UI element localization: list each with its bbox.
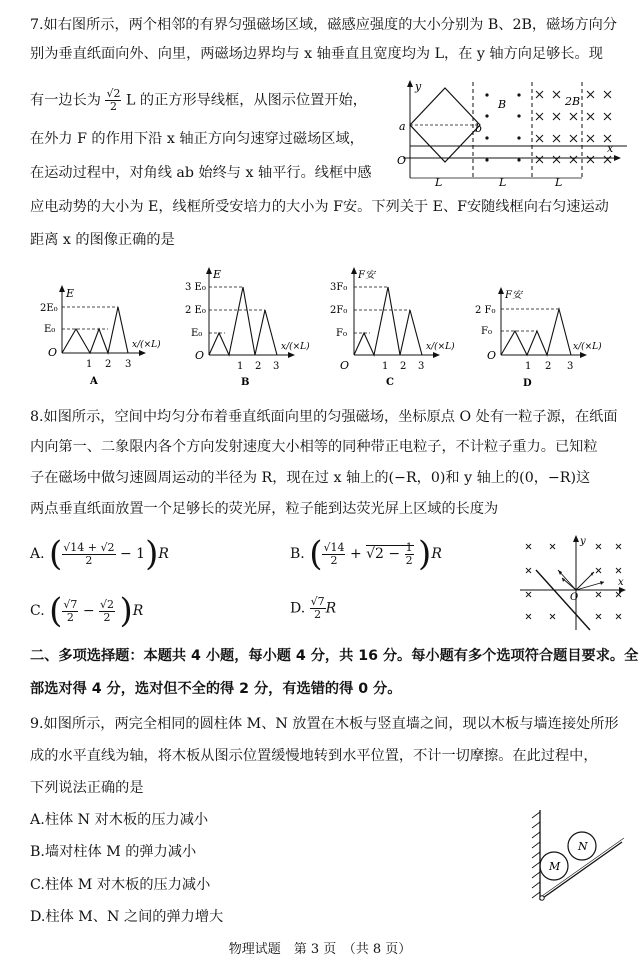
q8-option-b-label: B. (290, 546, 305, 562)
q7-fig-L3: L (555, 176, 563, 189)
q7-graph-b-letter: B (241, 377, 250, 388)
q7-graph-c-origin: O (340, 359, 350, 372)
q8-option-b[interactable]: B. ( $\frac{√14}{2}$ + √2 − $\frac{1}{2}$ )R (290, 534, 442, 574)
q7-graph-b-tick-3: 3 (273, 361, 280, 372)
q8-option-a-fraction: $\frac{√14 + √2}{2}$ (63, 540, 115, 567)
q8-line-4: 两点垂直纸面放置一个足够长的荧光屏，粒子能到达荧光屏上区域的长度为 (30, 501, 499, 517)
q7-line-3-b: L 的正方形导线框，从图示位置开始， (126, 92, 367, 109)
q7-graph-b-ylabel: E (213, 268, 222, 281)
q7-graph-d-tick-3: 3 (567, 361, 574, 372)
q8-option-c-label: C. (30, 603, 45, 619)
q9-figure (528, 808, 630, 904)
q7-graph-c-ylabel: F安 (358, 270, 375, 281)
q7-graph-c-tick-2: 2 (400, 361, 407, 372)
q7-fig-B: B (498, 98, 507, 111)
q8-option-d-fraction: $\frac{√7}{2}$ (310, 595, 325, 621)
q7-field-figure (395, 78, 627, 190)
q7-graph-a-xlabel: x/(×L) (132, 340, 161, 350)
q7-graph-c-letter: C (386, 377, 394, 388)
q8-option-a-r: R (158, 546, 169, 562)
q7-graph-a-tick-2e0: 2E₀ (40, 303, 58, 314)
q8-option-a-label: A. (30, 546, 45, 562)
q7-graph-b-tick-2e0: 2 E₀ (185, 305, 206, 316)
q8-option-a-tail: − 1 (119, 546, 146, 562)
q9-option-d[interactable]: D.柱体 M、N 之间的弹力增大 (30, 909, 224, 925)
q9-option-c[interactable]: C.柱体 M 对木板的压力减小 (30, 877, 211, 893)
q7-graph-c-tick-2f0: 2F₀ (330, 305, 348, 316)
q9-line-3: 下列说法正确的是 (30, 780, 144, 796)
q7-graph-c-xlabel: x/(×L) (426, 342, 455, 352)
q7-graph-d-tick-2f0: 2 F₀ (475, 305, 496, 316)
q7-fig-a: a (399, 120, 406, 133)
q7-graph-c (330, 265, 470, 390)
q8-option-c[interactable]: C. ( $\frac{√7}{2}$ − $\frac{√2}{2}$ )R (30, 591, 144, 631)
q7-graph-a-letter: A (90, 376, 98, 387)
q8-line-2: 内向第一、二象限内各个方向发射速度大小相等的同种带正电粒子，不计粒子重力。已知粒 (30, 439, 598, 455)
q7-line-7: 距离 x 的图像正确的是 (30, 232, 175, 248)
q8-figure (518, 532, 628, 632)
q7-line-1: 7.如右图所示，两个相邻的有界匀强磁场区域，磁感应强度的大小分别为 B、2B，磁场方向分 (30, 17, 618, 33)
q9-line-1: 9.如图所示，两完全相同的圆柱体 M、N 放置在木板与竖直墙之间，现以木板与墙连接处所形 (30, 716, 619, 732)
q8-fig-o: O (570, 592, 579, 603)
q7-graph-b (185, 265, 325, 390)
q7-fig-origin: O (397, 154, 407, 167)
q8-option-c-fraction-1: $\frac{√7}{2}$ (63, 597, 78, 624)
q8-line-1: 8.如图所示，空间中均匀分布着垂直纸面向里的匀强磁场，坐标原点 O 处有一粒子源，在纸面 (30, 409, 618, 425)
q7-graph-a-ylabel: E (66, 287, 75, 300)
q7-graph-b-tick-1: 1 (237, 361, 244, 372)
q8-fig-y: y (580, 536, 586, 547)
q7-line-3-a: 有一边长为 (30, 92, 101, 109)
section-2-line-1: 二、多项选择题：本题共 4 小题，每小题 4 分，共 16 分。每小题有多个选项符合题目要求。全 (30, 648, 639, 664)
q8-option-c-r: R (132, 603, 144, 619)
q7-graph-c-tick-1: 1 (382, 361, 389, 372)
q8-fig-x: x (618, 577, 624, 588)
q7-graph-d (475, 285, 625, 390)
q7-graph-d-xlabel: x/(×L) (573, 342, 602, 352)
q9-option-a[interactable]: A.柱体 N 对木板的压力减小 (30, 812, 209, 828)
q8-option-b-r: R (431, 546, 442, 562)
q7-graph-b-origin: O (195, 349, 205, 362)
q7-graph-a (40, 283, 178, 388)
section-2-line-2: 部选对得 4 分，选对但不全的得 2 分，有选错的得 0 分。 (30, 681, 402, 697)
q7-graph-d-ylabel: F安 (505, 290, 522, 301)
q9-line-2: 成的水平直线为轴，将木板从图示位置缓慢地转到水平位置，不计一切摩擦。在此过程中， (30, 748, 598, 764)
q7-line-3 (30, 88, 367, 113)
q8-option-c-minus: − (82, 603, 95, 619)
q7-graph-d-tick-2: 2 (545, 361, 552, 372)
q8-option-b-radical: √2 − $\frac{1}{2}$ (366, 540, 413, 567)
q7-graph-a-tick-3: 3 (125, 359, 132, 370)
q8-option-a[interactable]: A. ( $\frac{√14 + √2}{2}$ − 1)R (30, 534, 169, 574)
q7-fig-y-label: y (415, 80, 422, 93)
q7-graph-d-letter: D (523, 378, 532, 389)
q7-graph-a-tick-2: 2 (105, 359, 112, 370)
q9-fig-n: N (578, 840, 588, 853)
q7-graph-c-tick-f0: F₀ (336, 328, 347, 339)
q8-option-d-label: D. (290, 600, 306, 617)
q7-line-6: 应电动势的大小为 E，线框所受安培力的大小为 F安。下列关于 E、F安随线框向右匀速运动 (30, 199, 609, 215)
q7-graph-b-tick-3e0: 3 E₀ (185, 282, 206, 293)
q7-graph-b-tick-2: 2 (255, 361, 262, 372)
q7-fig-L1: L (435, 176, 443, 189)
q7-graph-a-tick-1: 1 (86, 359, 93, 370)
q7-graph-c-tick-3: 3 (418, 361, 425, 372)
q7-fig-x-label: x (607, 142, 614, 155)
q7-graph-d-tick-f0: F₀ (481, 326, 492, 337)
q7-fig-b: b (475, 122, 483, 135)
q7-graph-b-tick-e0: E₀ (191, 328, 203, 339)
q8-option-b-fraction-1: $\frac{√14}{2}$ (323, 540, 345, 567)
q7-graph-c-tick-3f0: 3F₀ (330, 282, 348, 293)
q9-fig-m: M (549, 860, 561, 873)
q7-fig-L2: L (499, 176, 507, 189)
q9-option-b[interactable]: B.墙对柱体 M 的弹力减小 (30, 844, 197, 860)
q7-line-2: 别为垂直纸面向外、向里，两磁场边界均与 x 轴垂直且宽度均为 L，在 y 轴方向足够长。现 (30, 46, 603, 62)
q8-option-b-plus: + (349, 546, 362, 562)
q7-line-4: 在外力 F 的作用下沿 x 轴正方向匀速穿过磁场区域， (30, 131, 364, 147)
q7-side-fraction: $\frac{√2}{2}$ (106, 87, 121, 113)
q8-option-d[interactable] (290, 596, 336, 621)
q8-line-3: 子在磁场中做匀速圆周运动的半径为 R，现在过 x 轴上的(−R，0)和 y 轴上的(0，−R)这 (30, 470, 591, 486)
q7-graph-d-tick-1: 1 (525, 361, 532, 372)
q7-graph-d-origin: O (487, 349, 497, 362)
q7-graph-a-origin: O (48, 346, 58, 359)
q8-option-c-fraction-2: $\frac{√2}{2}$ (100, 597, 115, 624)
q7-line-5: 在运动过程中，对角线 ab 始终与 x 轴平行。线框中感 (30, 165, 372, 181)
q7-graph-b-xlabel: x/(×L) (281, 342, 310, 352)
page-footer: 物理试题 第 3 页 （共 8 页） (228, 942, 412, 957)
q7-graph-a-tick-e0: E₀ (44, 324, 56, 335)
q8-option-d-r: R (325, 600, 337, 617)
q7-fig-2B: 2B (565, 95, 581, 108)
